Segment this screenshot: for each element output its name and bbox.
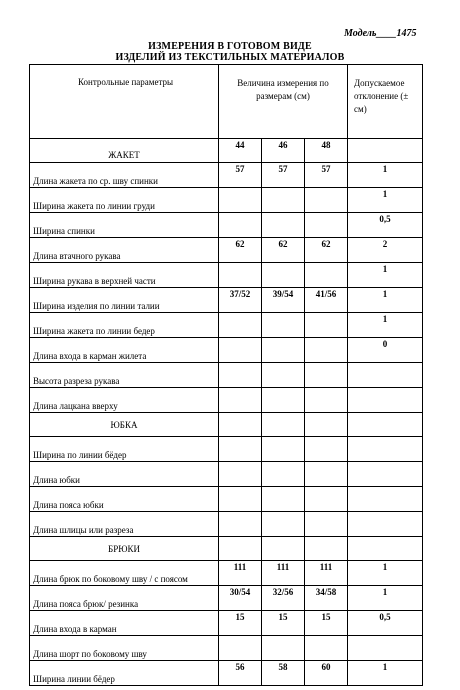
size-value: 15 — [219, 611, 262, 636]
size-value — [305, 363, 348, 388]
param-name: Длина входа в карман жилета — [30, 338, 219, 363]
table-row — [30, 611, 423, 636]
tolerance-value — [348, 462, 423, 487]
table-header-row — [30, 65, 423, 139]
param-name: Высота разреза рукава — [30, 363, 219, 388]
size-value — [262, 512, 305, 537]
table-row — [30, 462, 423, 487]
size-value: 111 — [305, 561, 348, 586]
size-value — [305, 487, 348, 512]
size-value — [219, 388, 262, 413]
size-value — [219, 437, 262, 462]
size-value — [305, 263, 348, 288]
section-row-jacket — [30, 139, 423, 163]
section-title-jacket: ЖАКЕТ — [30, 139, 219, 163]
table-row — [30, 586, 423, 611]
table-row — [30, 661, 423, 686]
table-row — [30, 313, 423, 338]
size-value — [305, 338, 348, 363]
param-name: Ширина жакета по линии бедер — [30, 313, 219, 338]
tolerance-value — [348, 437, 423, 462]
size-value — [262, 462, 305, 487]
size-value: 62 — [262, 238, 305, 263]
tolerance-value: 1 — [348, 586, 423, 611]
size-value — [262, 437, 305, 462]
tolerance-value — [348, 636, 423, 661]
table-row — [30, 388, 423, 413]
size-value — [262, 188, 305, 213]
param-name: Длина втачного рукава — [30, 238, 219, 263]
header-sizes: Величина измерения по размерам (см) — [219, 65, 348, 139]
table-row — [30, 487, 423, 512]
size-value: 57 — [305, 163, 348, 188]
table-row — [30, 163, 423, 188]
size-value: 30/54 — [219, 586, 262, 611]
empty-cell — [262, 537, 305, 561]
size-value — [219, 487, 262, 512]
size-value: 32/56 — [262, 586, 305, 611]
size-header: 46 — [262, 139, 305, 163]
size-value: 15 — [305, 611, 348, 636]
size-value — [262, 388, 305, 413]
size-value — [305, 188, 348, 213]
table-row — [30, 338, 423, 363]
tolerance-value: 1 — [348, 561, 423, 586]
size-value: 37/52 — [219, 288, 262, 313]
tolerance-value: 0,5 — [348, 213, 423, 238]
size-value — [262, 338, 305, 363]
size-value: 57 — [219, 163, 262, 188]
table-row — [30, 561, 423, 586]
param-name: Длина шлицы или разреза — [30, 512, 219, 537]
size-header: 44 — [219, 139, 262, 163]
measurements-table — [29, 64, 423, 686]
document-title-line-2: ИЗДЕЛИЙ ИЗ ТЕКСТИЛЬНЫХ МАТЕРИАЛОВ — [115, 52, 345, 63]
size-value — [262, 487, 305, 512]
section-row-skirt — [30, 413, 423, 437]
header-param: Контрольные параметры — [30, 65, 219, 139]
size-value — [305, 636, 348, 661]
table-row — [30, 263, 423, 288]
size-value — [305, 512, 348, 537]
table-row — [30, 512, 423, 537]
size-value: 60 — [305, 661, 348, 686]
size-value — [219, 313, 262, 338]
tolerance-value: 1 — [348, 661, 423, 686]
size-value — [305, 437, 348, 462]
empty-cell — [219, 413, 262, 437]
table-row — [30, 636, 423, 661]
empty-cell — [305, 537, 348, 561]
param-name: Ширина изделия по линии талии — [30, 288, 219, 313]
document-title-line-1: ИЗМЕРЕНИЯ В ГОТОВОМ ВИДЕ — [148, 41, 312, 52]
tolerance-value: 1 — [348, 188, 423, 213]
model-number: Модель____1475 — [344, 28, 417, 39]
size-value: 34/58 — [305, 586, 348, 611]
param-name: Ширина спинки — [30, 213, 219, 238]
param-name: Длина шорт по боковому шву — [30, 636, 219, 661]
param-name: Ширина линии бёдер — [30, 661, 219, 686]
table-row — [30, 188, 423, 213]
size-value — [305, 388, 348, 413]
table-row — [30, 363, 423, 388]
tolerance-value: 1 — [348, 313, 423, 338]
param-name: Длина брюк по боковому шву / с поясом — [30, 561, 219, 586]
size-value: 15 — [262, 611, 305, 636]
size-value — [219, 213, 262, 238]
table-row — [30, 213, 423, 238]
size-value: 58 — [262, 661, 305, 686]
empty-cell — [219, 537, 262, 561]
size-value — [262, 363, 305, 388]
section-row-trousers — [30, 537, 423, 561]
tolerance-value: 2 — [348, 238, 423, 263]
param-name: Длина пояса юбки — [30, 487, 219, 512]
size-value: 62 — [219, 238, 262, 263]
param-name: Ширина жакета по линии груди — [30, 188, 219, 213]
size-value — [262, 636, 305, 661]
size-value — [262, 263, 305, 288]
tolerance-value — [348, 388, 423, 413]
size-value — [305, 313, 348, 338]
size-value — [219, 512, 262, 537]
tolerance-value: 1 — [348, 288, 423, 313]
param-name: Длина юбки — [30, 462, 219, 487]
size-value — [219, 338, 262, 363]
empty-cell — [305, 413, 348, 437]
table-row — [30, 437, 423, 462]
size-value: 41/56 — [305, 288, 348, 313]
param-name: Ширина рукава в верхней части — [30, 263, 219, 288]
param-name: Длина входа в карман — [30, 611, 219, 636]
size-value: 56 — [219, 661, 262, 686]
param-name: Ширина по линии бёдер — [30, 437, 219, 462]
param-name: Длина лацкана вверху — [30, 388, 219, 413]
size-value — [219, 363, 262, 388]
size-value — [262, 313, 305, 338]
empty-cell — [262, 413, 305, 437]
size-value: 39/54 — [262, 288, 305, 313]
size-value — [262, 213, 305, 238]
size-value — [219, 636, 262, 661]
tolerance-value: 0 — [348, 338, 423, 363]
section-title-trousers: БРЮКИ — [30, 537, 219, 561]
tolerance-value: 0,5 — [348, 611, 423, 636]
size-value: 111 — [219, 561, 262, 586]
size-value — [219, 263, 262, 288]
size-header: 48 — [305, 139, 348, 163]
empty-cell — [348, 413, 423, 437]
tolerance-value: 1 — [348, 263, 423, 288]
tolerance-value: 1 — [348, 163, 423, 188]
tolerance-value — [348, 487, 423, 512]
tolerance-value — [348, 363, 423, 388]
param-name: Длина жакета по ср. шву спинки — [30, 163, 219, 188]
table-row — [30, 238, 423, 263]
header-tolerance: Допускаемое отклонение (± см) — [348, 65, 423, 139]
size-value: 57 — [262, 163, 305, 188]
size-value: 111 — [262, 561, 305, 586]
size-value — [305, 213, 348, 238]
tolerance-value — [348, 512, 423, 537]
size-value — [219, 188, 262, 213]
empty-cell — [348, 139, 423, 163]
empty-cell — [348, 537, 423, 561]
size-value — [305, 462, 348, 487]
table-row — [30, 288, 423, 313]
size-value — [219, 462, 262, 487]
size-value: 62 — [305, 238, 348, 263]
section-title-skirt: ЮБКА — [30, 413, 219, 437]
param-name: Длина пояса брюк/ резинка — [30, 586, 219, 611]
